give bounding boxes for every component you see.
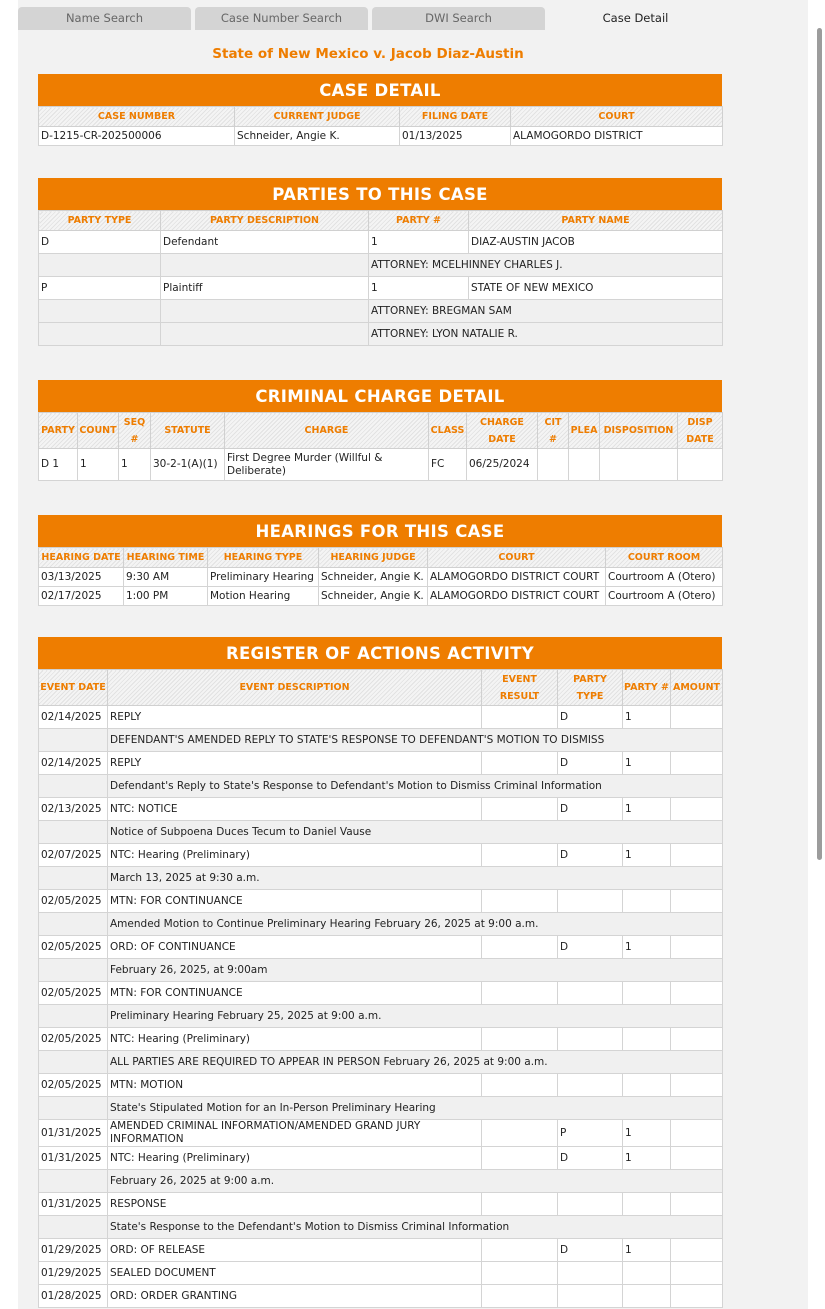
event-amount [671,1239,723,1262]
col-header: DISPOSITION [600,413,678,449]
event-row [39,706,723,729]
hearing-date: 03/13/2025 [39,568,124,587]
charge-disposition [600,449,678,481]
hearing-court: ALAMOGORDO DISTRICT COURT [428,587,606,606]
event-amount [671,1147,723,1170]
charge-cit [538,449,569,481]
event-party-type: D [558,936,623,959]
event-date: 01/31/2025 [39,1193,108,1216]
party-number: 1 [369,231,469,254]
party-type: D [39,231,161,254]
event-note-row [39,959,723,982]
hearing-court: ALAMOGORDO DISTRICT COURT [428,568,606,587]
charge-count: 1 [78,449,119,481]
party-name: DIAZ-AUSTIN JACOB [469,231,723,254]
col-header: PLEA [569,413,600,449]
parties-heading: PARTIES TO THIS CASE [38,178,722,210]
event-date: 02/05/2025 [39,982,108,1005]
table-row [39,277,723,300]
col-header: HEARING JUDGE [319,548,428,568]
scrollbar[interactable] [817,0,825,1309]
event-note: Amended Motion to Continue Preliminary Hearing February 26, 2025 at 9:00 a.m. [108,913,723,936]
event-party-number [623,1028,671,1051]
col-header: COURT [511,107,723,127]
event-result [482,1262,558,1285]
event-note-row [39,1005,723,1028]
party-number: 1 [369,277,469,300]
event-note: February 26, 2025 at 9:00 a.m. [108,1170,723,1193]
table-row [39,300,723,323]
event-result [482,706,558,729]
hearing-time: 1:00 PM [124,587,208,606]
event-row [39,752,723,775]
event-date: 02/05/2025 [39,936,108,959]
event-row [39,1120,723,1147]
event-party-type [558,1285,623,1308]
event-note: State's Response to the Defendant's Motion to Dismiss Criminal Information [108,1216,723,1239]
charge-date: 06/25/2024 [467,449,538,481]
col-header: CHARGE [225,413,429,449]
event-row [39,982,723,1005]
event-party-type [558,1028,623,1051]
register-table [38,669,723,1308]
event-amount [671,1262,723,1285]
event-date: 01/28/2025 [39,1285,108,1308]
event-amount [671,1074,723,1097]
hearings-table [38,547,723,606]
event-row [39,1028,723,1051]
event-date: 01/29/2025 [39,1239,108,1262]
table-row [39,254,723,277]
parties-section [38,178,722,346]
event-description: ORD: ORDER GRANTING [108,1285,482,1308]
event-row [39,1285,723,1308]
event-date: 02/14/2025 [39,706,108,729]
event-note: March 13, 2025 at 9:30 a.m. [108,867,723,890]
event-note: Notice of Subpoena Duces Tecum to Daniel Vause [108,821,723,844]
event-row [39,1239,723,1262]
event-party-number [623,982,671,1005]
table-row [39,231,723,254]
tab-case-detail[interactable]: Case Detail [549,7,722,30]
event-party-type: D [558,1239,623,1262]
event-note-row [39,913,723,936]
event-row [39,936,723,959]
event-result [482,844,558,867]
col-header: STATUTE [151,413,225,449]
party-description: Defendant [161,231,369,254]
col-header: CURRENT JUDGE [235,107,400,127]
event-note: February 26, 2025, at 9:00am [108,959,723,982]
event-party-number [623,1262,671,1285]
event-description: NTC: Hearing (Preliminary) [108,844,482,867]
party-type: P [39,277,161,300]
col-header: HEARING TYPE [208,548,319,568]
event-date: 01/31/2025 [39,1120,108,1147]
event-party-type [558,1074,623,1097]
parties-table [38,210,723,346]
col-header: PARTY NAME [469,211,723,231]
event-date: 02/05/2025 [39,1028,108,1051]
event-note: Defendant's Reply to State's Response to Defendant's Motion to Dismiss Criminal Information [108,775,723,798]
event-party-type [558,890,623,913]
event-description: ORD: OF RELEASE [108,1239,482,1262]
event-note: ALL PARTIES ARE REQUIRED TO APPEAR IN PERSON February 26, 2025 at 9:00 a.m. [108,1051,723,1074]
event-description: NTC: NOTICE [108,798,482,821]
event-note-row [39,1051,723,1074]
event-row [39,798,723,821]
charge-disp-date [678,449,723,481]
event-row [39,1262,723,1285]
col-header: COURT ROOM [606,548,723,568]
col-header: CHARGE DATE [467,413,538,449]
event-party-number: 1 [623,706,671,729]
event-result [482,1285,558,1308]
hearings-section [38,515,722,606]
table-row [39,449,723,481]
col-header: CIT # [538,413,569,449]
event-description: NTC: Hearing (Preliminary) [108,1028,482,1051]
event-date: 02/05/2025 [39,1074,108,1097]
event-result [482,982,558,1005]
event-amount [671,752,723,775]
event-row [39,1147,723,1170]
party-name: STATE OF NEW MEXICO [469,277,723,300]
event-result [482,798,558,821]
event-note-row [39,821,723,844]
col-header: AMOUNT [671,670,723,706]
event-party-type: D [558,752,623,775]
event-description: AMENDED CRIMINAL INFORMATION/AMENDED GRAND JURY INFORMATION [108,1120,482,1147]
col-header: CASE NUMBER [39,107,235,127]
register-body [39,706,723,1308]
event-description: ORD: OF CONTINUANCE [108,936,482,959]
charges-section [38,380,722,481]
hearing-judge: Schneider, Angie K. [319,568,428,587]
register-heading: REGISTER OF ACTIONS ACTIVITY [38,637,722,669]
charge-statute: 30-2-1(A)(1) [151,449,225,481]
event-amount [671,798,723,821]
hearing-room: Courtroom A (Otero) [606,587,723,606]
current-judge: Schneider, Angie K. [235,127,400,146]
case-title: State of New Mexico v. Jacob Diaz-Austin [212,46,524,62]
table-row [39,587,723,606]
tab-dwi-search[interactable]: DWI Search [372,7,545,30]
event-party-type [558,1262,623,1285]
event-description: NTC: Hearing (Preliminary) [108,1147,482,1170]
col-header: HEARING TIME [124,548,208,568]
event-amount [671,1285,723,1308]
event-result [482,936,558,959]
col-header: CLASS [429,413,467,449]
event-note: DEFENDANT'S AMENDED REPLY TO STATE'S RESPONSE TO DEFENDANT'S MOTION TO DISMISS [108,729,723,752]
party-description: Plaintiff [161,277,369,300]
event-result [482,1120,558,1147]
col-header: PARTY TYPE [39,211,161,231]
event-note: Preliminary Hearing February 25, 2025 at 9:00 a.m. [108,1005,723,1028]
event-result [482,1028,558,1051]
event-note-row [39,775,723,798]
hearing-room: Courtroom A (Otero) [606,568,723,587]
case-detail-heading: CASE DETAIL [38,74,722,106]
event-party-type: D [558,844,623,867]
col-header: EVENT DATE [39,670,108,706]
hearing-time: 9:30 AM [124,568,208,587]
case-detail-section [38,74,722,146]
col-header: PARTY TYPE [558,670,623,706]
col-header: SEQ # [119,413,151,449]
event-amount [671,936,723,959]
event-result [482,1193,558,1216]
event-row [39,844,723,867]
table-row [39,568,723,587]
event-party-type: D [558,798,623,821]
col-header: FILING DATE [400,107,511,127]
tab-name-search[interactable]: Name Search [18,7,191,30]
event-party-number: 1 [623,844,671,867]
col-header: EVENT RESULT [482,670,558,706]
case-detail-table [38,106,723,146]
hearing-date: 02/17/2025 [39,587,124,606]
event-description: MTN: MOTION [108,1074,482,1097]
charge-plea [569,449,600,481]
event-party-type: D [558,706,623,729]
event-party-type [558,1193,623,1216]
col-header: HEARING DATE [39,548,124,568]
col-header: PARTY # [369,211,469,231]
col-header: EVENT DESCRIPTION [108,670,482,706]
event-result [482,1239,558,1262]
charge-party: D 1 [39,449,78,481]
event-row [39,890,723,913]
event-amount [671,706,723,729]
event-party-number: 1 [623,1239,671,1262]
event-result [482,1147,558,1170]
event-date: 02/07/2025 [39,844,108,867]
event-party-type: D [558,1147,623,1170]
col-header: COUNT [78,413,119,449]
event-result [482,752,558,775]
event-description: SEALED DOCUMENT [108,1262,482,1285]
col-header: PARTY [39,413,78,449]
event-note-row [39,1097,723,1120]
event-party-number: 1 [623,798,671,821]
event-party-number: 1 [623,936,671,959]
col-header: PARTY DESCRIPTION [161,211,369,231]
event-party-number: 1 [623,752,671,775]
event-description: RESPONSE [108,1193,482,1216]
event-date: 02/05/2025 [39,890,108,913]
event-date: 02/14/2025 [39,752,108,775]
tab-case-number-search[interactable]: Case Number Search [195,7,368,30]
event-party-number: 1 [623,1147,671,1170]
event-amount [671,844,723,867]
event-note-row [39,729,723,752]
event-description: REPLY [108,752,482,775]
event-party-type [558,982,623,1005]
event-amount [671,890,723,913]
event-note-row [39,1216,723,1239]
filing-date: 01/13/2025 [400,127,511,146]
charge-class: FC [429,449,467,481]
event-party-number [623,890,671,913]
hearing-judge: Schneider, Angie K. [319,587,428,606]
scrollbar-thumb[interactable] [817,28,822,860]
attorney: ATTORNEY: LYON NATALIE R. [369,323,723,346]
event-date: 01/29/2025 [39,1262,108,1285]
event-amount [671,982,723,1005]
event-amount [671,1028,723,1051]
event-party-number: 1 [623,1120,671,1147]
hearing-type: Motion Hearing [208,587,319,606]
event-note-row [39,1170,723,1193]
event-result [482,890,558,913]
event-description: MTN: FOR CONTINUANCE [108,982,482,1005]
event-party-number [623,1193,671,1216]
attorney: ATTORNEY: BREGMAN SAM [369,300,723,323]
event-party-number [623,1074,671,1097]
charge-seq: 1 [119,449,151,481]
charges-heading: CRIMINAL CHARGE DETAIL [38,380,722,412]
table-row [39,323,723,346]
event-party-type: P [558,1120,623,1147]
hearings-heading: HEARINGS FOR THIS CASE [38,515,722,547]
event-amount [671,1120,723,1147]
event-party-number [623,1285,671,1308]
event-row [39,1193,723,1216]
event-description: MTN: FOR CONTINUANCE [108,890,482,913]
col-header: COURT [428,548,606,568]
court: ALAMOGORDO DISTRICT [511,127,723,146]
col-header: PARTY # [623,670,671,706]
event-note-row [39,867,723,890]
event-row [39,1074,723,1097]
register-section [38,637,722,1308]
col-header: DISP DATE [678,413,723,449]
event-description: REPLY [108,706,482,729]
hearing-type: Preliminary Hearing [208,568,319,587]
charge-description: First Degree Murder (Willful & Deliberate) [225,449,429,481]
event-amount [671,1193,723,1216]
charges-table [38,412,723,481]
case-number: D-1215-CR-202500006 [39,127,235,146]
event-note: State's Stipulated Motion for an In-Person Preliminary Hearing [108,1097,723,1120]
event-date: 02/13/2025 [39,798,108,821]
attorney: ATTORNEY: MCELHINNEY CHARLES J. [369,254,723,277]
event-result [482,1074,558,1097]
event-date: 01/31/2025 [39,1147,108,1170]
